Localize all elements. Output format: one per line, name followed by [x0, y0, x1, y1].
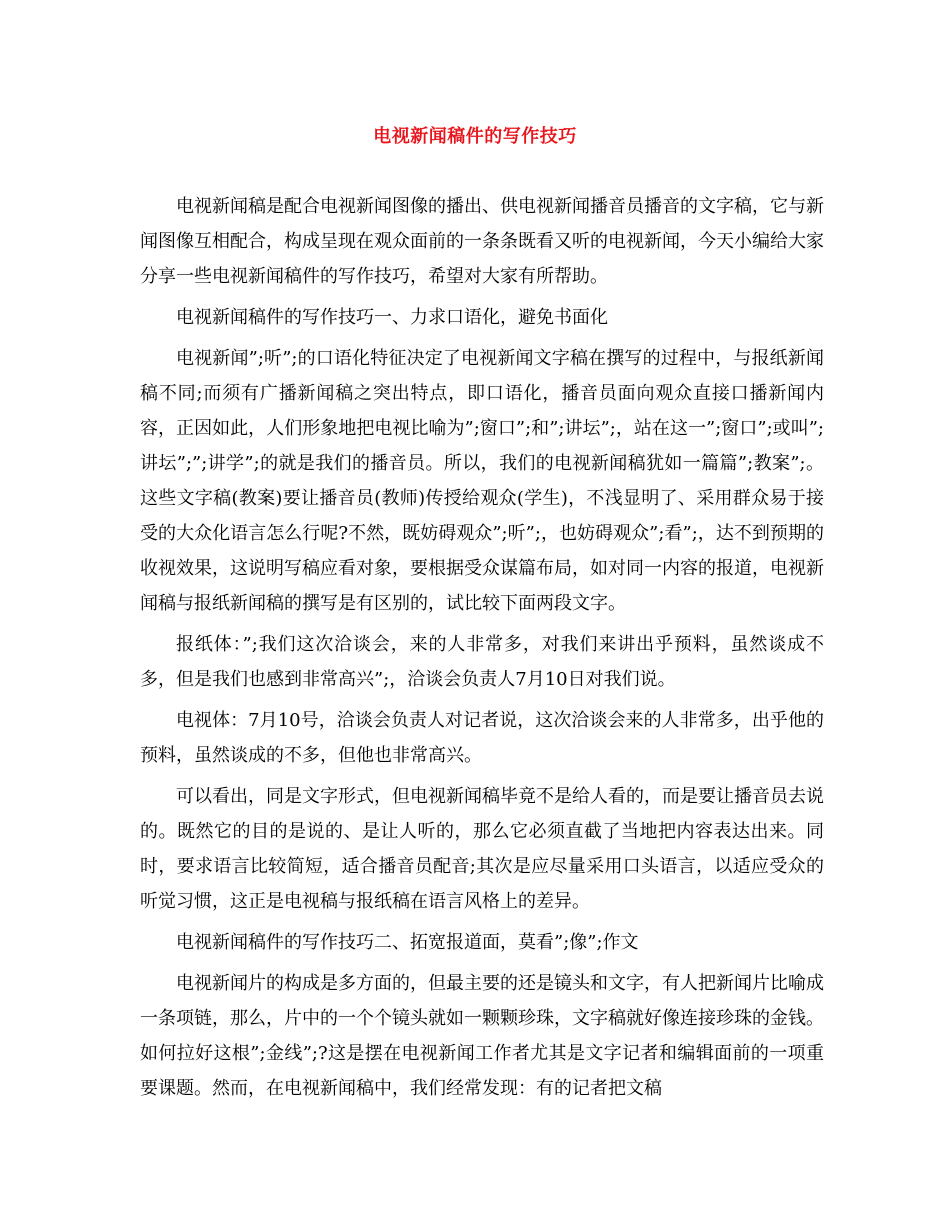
paragraph-newspaper-example: 报纸体：”;我们这次洽谈会，来的人非常多，对我们来讲出乎预料，虽然谈成不多，但是我们也感到非常高兴”;，洽谈会负责人7月10日对我们说。 [140, 634, 824, 690]
paragraph-intro: 电视新闻稿是配合电视新闻图像的播出、供电视新闻播音员播音的文字稿，它与新闻图像互相配合，构成呈现在观众面前的一条条既看又听的电视新闻，今天小编给大家分享一些电视新闻稿件的写作技巧，希望对大家有所帮助。 [140, 196, 824, 287]
section-heading-1: 电视新闻稿件的写作技巧一、力求口语化，避免书面化 [176, 307, 608, 328]
section-heading-2: 电视新闻稿件的写作技巧二、拓宽报道面，莫看”;像”;作文 [176, 932, 639, 953]
paragraph-oral-style: 电视新闻”;听”;的口语化特征决定了电视新闻文字稿在撰写的过程中，与报纸新闻稿不同;而须有广播新闻稿之突出特点，即口语化，播音员面向观众直接口播新闻内容，正因如此，人们形象地把电视比喻为”;窗口”;和”;讲坛”;，站在这一”;窗口”;或叫”;讲坛”;”;讲学”;的就是我们的播音员。所以，我们的电视新闻稿犹如一篇篇”;教案”;。这些文字稿(教案)要让播音员(教师)传授给观众(学生)，不浅显明了、采用群众易于接受的大众化语言怎么行呢?不然，既妨碍观众”;听”;，也妨碍观众”;看”;，达不到预期的收视效果，这说明写稿应看对象，要根据受众谋篇布局，如对同一内容的报道，电视新闻稿与报纸新闻稿的撰写是有区别的，试比较下面两段文字。 [140, 348, 824, 614]
document-body [140, 189, 824, 1112]
paragraph-tv-example: 电视体：7月10号，洽谈会负责人对记者说，这次洽谈会来的人非常多，出乎他的预料，虽然谈成的不多，但他也非常高兴。 [140, 710, 824, 766]
paragraph-comparison: 可以看出，同是文字形式，但电视新闻稿毕竟不是给人看的，而是要让播音员去说的。既然它的目的是说的、是让人听的，那么它必须直截了当地把内容表达出来。同时，要求语言比较简短，适合播音员配音;其次是应尽量采用口头语言，以适应受众的听觉习惯，这正是电视稿与报纸稿在语言风格上的差异。 [140, 786, 824, 912]
document-title: 电视新闻稿件的写作技巧 [373, 126, 577, 147]
paragraph-necklace-metaphor: 电视新闻片的构成是多方面的，但最主要的还是镜头和文字，有人把新闻片比喻成一条项链，那么，片中的一个个镜头就如一颗颗珍珠，文字稿就好像连接珍珠的金钱。如何拉好这根”;金线”;?这是摆在电视新闻工作者尤其是文字记者和编辑面前的一项重要课题。然而，在电视新闻稿中，我们经常发现：有的记者把文稿 [140, 973, 824, 1099]
